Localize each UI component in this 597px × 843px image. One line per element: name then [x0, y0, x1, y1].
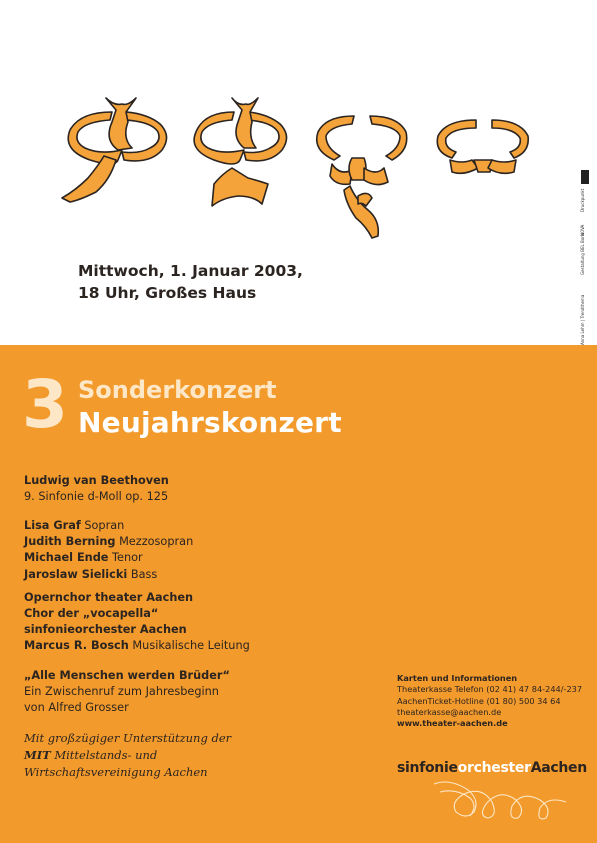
ensemble: Chor der „vocapella“ [24, 607, 159, 620]
bow-tie-illustrations [0, 0, 597, 250]
event-date-line-1: Mittwoch, 1. Januar 2003, [78, 262, 303, 280]
sponsor-line-3: Wirtschaftsvereinigung Aachen [24, 765, 208, 779]
ticket-website[interactable]: www.theater-aachen.de [397, 718, 508, 729]
logo-swirl-icon [430, 776, 570, 824]
soloist: Michael Ende Tenor [24, 551, 143, 564]
ensemble: sinfonieorchester Aachen [24, 623, 187, 636]
ticket-info [397, 673, 582, 729]
bow-tie-step-3 [317, 116, 407, 238]
concert-title: Neujahrskonzert [78, 406, 342, 439]
ticket-phone: Theaterkasse Telefon (02 41) 47 84-244/-237 [397, 684, 583, 695]
sponsor-line-1: Mit großzügiger Unterstützung der [24, 731, 232, 745]
mit-logo: MIT [24, 748, 51, 762]
concert-series-title: Sonderkonzert [78, 376, 277, 404]
bow-tie-step-4 [437, 120, 528, 173]
bow-tie-step-1 [62, 98, 167, 202]
lecture-subtitle: Ein Zwischenruf zum Jahresbeginn [24, 685, 219, 698]
sponsor-credit [24, 730, 231, 781]
composer: Ludwig van Beethoven [24, 474, 169, 487]
side-print-text-2: Gestaltung BEL Bonn [580, 232, 585, 275]
soloist: Jaroslaw Sielicki Bass [24, 568, 158, 581]
side-print-text-4: Druckpunkt [580, 188, 585, 212]
event-date-time [78, 260, 303, 304]
top-panel [0, 0, 597, 345]
soloist: Lisa Graf Sopran [24, 519, 125, 532]
side-print-text-3: NOVA [580, 224, 585, 236]
ensemble: Opernchor theater Aachen [24, 591, 194, 604]
side-print-credits [578, 140, 592, 350]
lecture-author: von Alfred Grosser [24, 701, 129, 714]
lecture-title: „Alle Menschen werden Brüder“ [24, 669, 230, 682]
side-print-text-1: Anna Lehm | Trendthema [580, 294, 585, 345]
event-date-line-2: 18 Uhr, Großes Haus [78, 284, 257, 302]
soloist: Judith Berning Mezzosopran [24, 535, 194, 548]
bow-tie-step-2 [194, 98, 286, 206]
side-print-block [581, 170, 589, 184]
concert-number: 3 [22, 366, 68, 443]
work: 9. Sinfonie d-Moll op. 125 [24, 490, 169, 503]
ticket-hotline: AachenTicket-Hotline (01 80) 500 34 64 [397, 695, 561, 706]
ticket-info-title: Karten und Informationen [397, 673, 518, 683]
conductor: Marcus R. Bosch Musikalische Leitung [24, 639, 250, 652]
ticket-email[interactable]: theaterkasse@aachen.de [397, 706, 502, 717]
orchestra-logo: sinfonieorchesterAachen [397, 760, 587, 776]
sponsor-line-2: MIT Mittelstands- und [24, 748, 158, 762]
